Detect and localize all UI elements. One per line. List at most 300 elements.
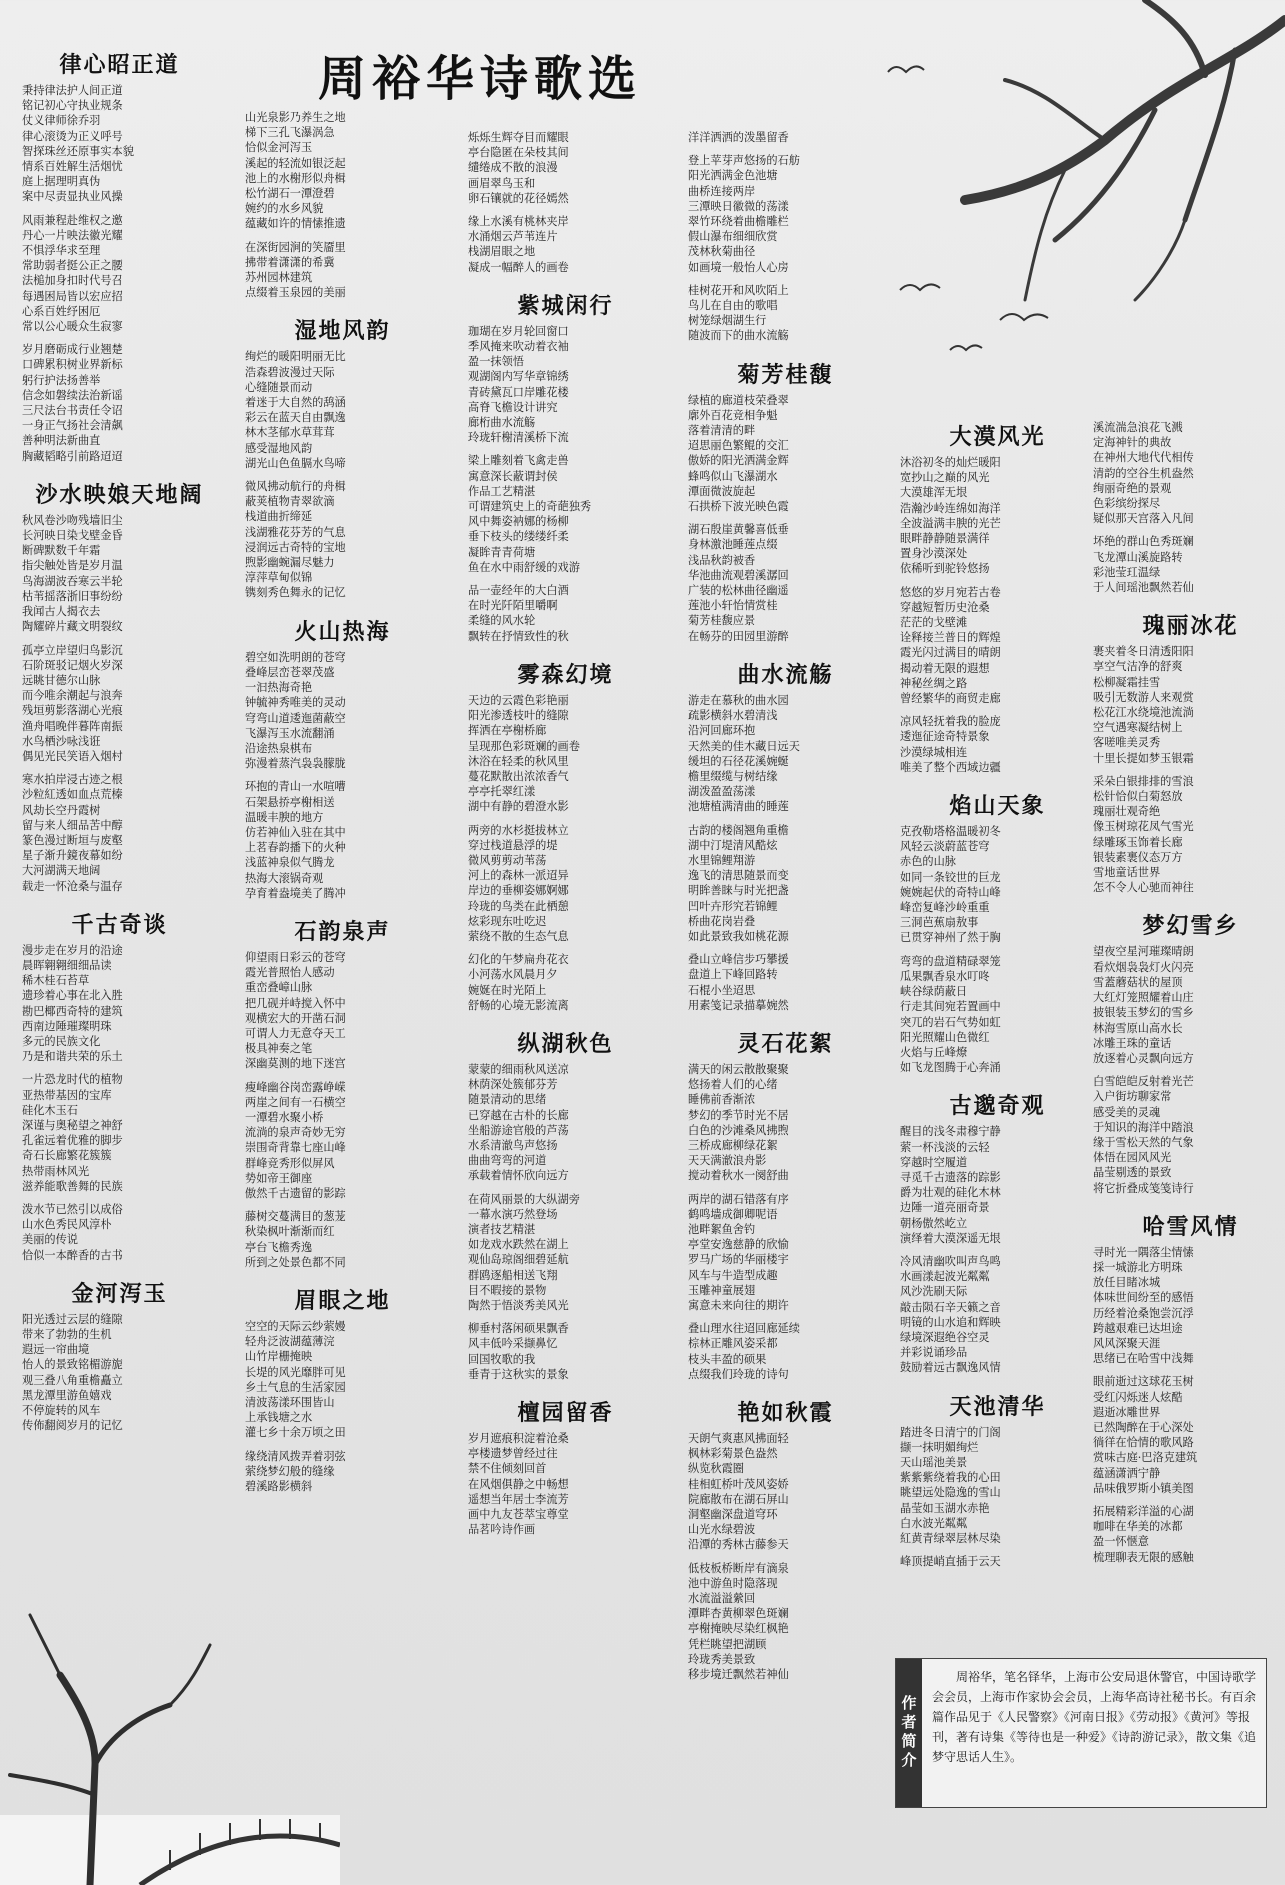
poem-line: 沙漠绿城相连 bbox=[900, 745, 968, 759]
poem-stanza bbox=[468, 952, 663, 1013]
poem-line: 勘巴椰西奇特的建筑 bbox=[22, 1004, 123, 1018]
poem-line: 玲珑的鸟类在此栖憩 bbox=[468, 899, 569, 913]
poem-line: 乡土气息的生活家园 bbox=[245, 1380, 346, 1394]
poem-line: 镌刻秀色舞永的记忆 bbox=[245, 586, 346, 600]
poem-line: 可谓建筑史上的奇葩独秀 bbox=[468, 500, 592, 514]
poem-line: 一片恐龙时代的植物 bbox=[22, 1073, 123, 1087]
poem-stanza bbox=[1093, 534, 1285, 595]
poem-line: 留与来人细品苦中醇 bbox=[22, 818, 123, 832]
poem-line: 风中舞姿衲娜的杨柳 bbox=[468, 515, 569, 529]
poem-title: 石韵泉声 bbox=[294, 919, 391, 945]
poem-line: 缱绻成不散的浪漫 bbox=[468, 161, 558, 175]
poem-line: 蔽荚植物青翠欲滴 bbox=[245, 495, 335, 509]
poem-stanza bbox=[900, 824, 1095, 946]
poem-line: 已然陶醉在于心深处 bbox=[1093, 1420, 1194, 1434]
poem-stanza bbox=[688, 823, 883, 945]
poem-line: 泼水节已然引以成俗 bbox=[22, 1203, 123, 1216]
poem-line: 湖石殷崖黄馨喜低垂 bbox=[688, 523, 789, 537]
poem-line: 已贯穿神州了然于胸 bbox=[900, 931, 1001, 945]
poem-line: 迢思丽色繁鲲的交汇 bbox=[688, 439, 789, 453]
poem-line: 长堤的风光靡胖可见 bbox=[245, 1365, 346, 1379]
poem-line: 呈现那色彩斑斓的画卷 bbox=[468, 739, 580, 753]
poem-line: 微风剪剪动苇荡 bbox=[468, 853, 547, 867]
poem-line: 清波荡漾环围皆山 bbox=[245, 1396, 335, 1410]
poem-line: 松柳凝霜挂雪 bbox=[1093, 675, 1161, 689]
poem-stanza bbox=[245, 110, 440, 232]
poem-line: 假山瀑布细细欣赏 bbox=[688, 230, 778, 244]
poem-line: 峰顶提峭直插于云天 bbox=[900, 1555, 1001, 1569]
poem-line: 叠山理水往迢回廊延续 bbox=[688, 1322, 800, 1336]
poem-line: 枫林彩菊景色盎然 bbox=[688, 1447, 778, 1461]
poem-line: 茂林秋菊曲径 bbox=[688, 245, 756, 259]
poem-line: 怡人的景致铭楣游旎 bbox=[22, 1358, 123, 1372]
poem-stanza bbox=[1093, 420, 1285, 526]
poem-line: 上承钱塘之水 bbox=[245, 1411, 313, 1425]
poem-line: 银装素裹仪态万方 bbox=[1093, 850, 1183, 864]
poem bbox=[245, 1284, 440, 1494]
poem-stanza bbox=[468, 130, 663, 206]
bird-icon bbox=[886, 56, 926, 86]
poem-line: 如龙戏水跌然在湖上 bbox=[468, 1238, 569, 1252]
poem-line: 仿若神仙入驻在其中 bbox=[245, 825, 346, 839]
poem bbox=[468, 1396, 663, 1537]
poem-column bbox=[900, 420, 1095, 1583]
poem-line: 风沙洗刷天际 bbox=[900, 1285, 968, 1299]
poem-line: 灌七乡十余万顷之田 bbox=[245, 1426, 346, 1440]
poem bbox=[22, 478, 217, 894]
poem-line: 绿境深遐绝谷空灵 bbox=[900, 1330, 990, 1344]
poem-line: 阳光渗透枝叶的缝隙 bbox=[468, 709, 569, 723]
poem-line: 踏进冬日清宁的门阁 bbox=[900, 1425, 1001, 1439]
poem-line: 吸引无数游人来观赏 bbox=[1093, 690, 1194, 704]
poem-line: 三潭映日徽微的荡漾 bbox=[688, 199, 789, 213]
poem-line: 点缀我们玲珑的诗句 bbox=[688, 1367, 789, 1381]
poem-line: 随波而下的曲水流觞 bbox=[688, 329, 789, 343]
poem-line: 流淌的泉声奇妙无穷 bbox=[245, 1126, 346, 1140]
poem-line: 梳理聊表无限的感触 bbox=[1093, 1550, 1194, 1564]
poem-stanza bbox=[1093, 1074, 1285, 1196]
poem-stanza bbox=[468, 1192, 663, 1314]
poem-line: 法槌加身扣时代号召 bbox=[22, 274, 123, 288]
poem-line: 枝头丰盈的硕果 bbox=[688, 1352, 767, 1366]
poem-line: 坐船游途官般的芦荡 bbox=[468, 1123, 569, 1137]
poem-line: 受红闪烁迷人炫酷 bbox=[1093, 1390, 1183, 1404]
poem-line: 感受美的灵魂 bbox=[1093, 1105, 1161, 1119]
poem-line: 观横宏大的开凿石洞 bbox=[245, 1011, 346, 1025]
poem-line: 鹤鸣墙成御卿呢语 bbox=[688, 1207, 778, 1221]
poem-line: 一潭碧水聚小桥 bbox=[245, 1110, 324, 1124]
poem-column bbox=[245, 110, 440, 1508]
poem-line: 池畔絮鱼舍钓 bbox=[688, 1222, 756, 1236]
poem-line: 潭畔杏黄柳翠色斑斓 bbox=[688, 1607, 789, 1621]
poem-line: 漫步走在岁月的沿途 bbox=[22, 943, 123, 957]
poem-title: 沙水映娘天地阔 bbox=[35, 482, 204, 508]
poem-title: 湿地风韵 bbox=[294, 319, 391, 345]
poem-line: 两岸的湖石错落有序 bbox=[688, 1192, 789, 1206]
poem-line: 赏味古庭·巴洛克建筑 bbox=[1093, 1451, 1198, 1465]
poem-line: 并彩说诵珍品 bbox=[900, 1346, 968, 1360]
poem-line: 缓坦的石径花溪婉蜒 bbox=[688, 754, 789, 768]
poem-line: 岁月磨砺成行业翘楚 bbox=[22, 343, 123, 357]
poem-line: 鱼在水中雨舒缓的戏游 bbox=[468, 560, 580, 574]
poem-line: 像玉树琼花凤气雪光 bbox=[1093, 820, 1194, 834]
poem-line: 铭记初心守执业规条 bbox=[22, 99, 123, 113]
poem-line: 已穿越在古朴的长廊 bbox=[468, 1108, 569, 1122]
poem-stanza bbox=[1093, 944, 1285, 1066]
poem-line: 如此景致我如桃花源 bbox=[688, 929, 789, 943]
poem-line: 山光水绿碧波 bbox=[688, 1523, 756, 1537]
poem-column bbox=[688, 130, 883, 1696]
poem-line: 秉持律法护人间正道 bbox=[22, 84, 123, 97]
poem-line: 穹弯山道逶迤菌蔽空 bbox=[245, 711, 346, 725]
poem-line: 画中九友苍萃宝尊堂 bbox=[468, 1508, 569, 1522]
poem bbox=[468, 289, 663, 644]
poem-line: 雪蓋蘑菇状的屋顶 bbox=[1093, 975, 1183, 989]
poem-line: 悠悠的岁月宛若古卷 bbox=[900, 585, 1001, 599]
poem-line: 在风烟俱静之中畅想 bbox=[468, 1477, 569, 1491]
poem-stanza bbox=[468, 324, 663, 446]
poem-line: 亭亭托翠红漾 bbox=[468, 785, 536, 799]
flying-birds-illustration bbox=[880, 260, 1080, 380]
poem-line: 松花江水绕境池流淌 bbox=[1093, 706, 1194, 720]
poem-line: 断碑默数千年霜 bbox=[22, 544, 101, 558]
poem-line: 晨晖翱翱细细品读 bbox=[22, 958, 112, 972]
poem-stanza bbox=[688, 130, 883, 145]
poem-line: 梁上雕刻着飞禽走兽 bbox=[468, 454, 569, 468]
poem-line: 萦绕梦幻般的缝缘 bbox=[245, 1464, 335, 1478]
poem-line: 作品工艺精湛 bbox=[468, 484, 536, 498]
poem-line: 天山瑶池美景 bbox=[900, 1455, 968, 1469]
poem-line: 亭台飞檐秀逸 bbox=[245, 1240, 313, 1254]
poem-line: 萦一杯浅淡的云轻 bbox=[900, 1140, 990, 1154]
poem-line: 雪地童话世界 bbox=[1093, 866, 1161, 880]
poem-line: 陶耀碎片藏文明裂纹 bbox=[22, 620, 123, 634]
poem-line: 冰雕王珠的童话 bbox=[1093, 1036, 1172, 1050]
poem-line: 看炊烟袅袅灯火闪亮 bbox=[1093, 960, 1194, 974]
poem-line: 水里锦鲤翔游 bbox=[688, 853, 756, 867]
poem-line: 潭面微波旋起 bbox=[688, 484, 756, 498]
poem-stanza bbox=[900, 1124, 1095, 1246]
poem-line: 躬行护法扬善举 bbox=[22, 373, 101, 387]
poem-line: 多元的民族文化 bbox=[22, 1034, 101, 1048]
poem-line: 水鸟栖沙咏浅诳 bbox=[22, 734, 101, 748]
poem-line: 传佈翻阅岁月的记忆 bbox=[22, 1419, 123, 1433]
poem bbox=[688, 1396, 883, 1682]
poem-stanza bbox=[1093, 1374, 1285, 1496]
poem-stanza bbox=[22, 772, 217, 894]
poem-stanza bbox=[468, 1431, 663, 1537]
poem-line: 拓展精彩洋溢的心湖 bbox=[1093, 1504, 1194, 1518]
poem-line: 天边的云霞色彩艳丽 bbox=[468, 693, 569, 707]
poem-stanza bbox=[22, 943, 217, 1065]
poem-stanza bbox=[900, 585, 1095, 707]
poem-line: 石架悬挢亭榭相送 bbox=[245, 795, 335, 809]
poem-line: 瘦峰幽谷岗峦露峥嵘 bbox=[245, 1080, 346, 1094]
poem-stanza bbox=[688, 522, 883, 644]
poem-line: 寓意未来向往的期许 bbox=[688, 1299, 789, 1312]
poem-line: 桂树花开和风吹陌上 bbox=[688, 283, 789, 297]
poem-line: 体味世间纷至的感悟 bbox=[1093, 1291, 1194, 1305]
poem-line: 碧空如洗明朗的苍穹 bbox=[245, 650, 346, 664]
poem-line: 白水波光粼粼 bbox=[900, 1516, 968, 1530]
poem-line: 寻时光一隅落尘情愫 bbox=[1093, 1245, 1194, 1259]
poem-line: 沙粒紅透如血点荒榛 bbox=[22, 788, 123, 802]
poem-line: 栈湖眉眼之地 bbox=[468, 245, 536, 259]
poem-line: 孕育着盎境美了腾冲 bbox=[245, 886, 346, 900]
poem-line: 凝眸青青荷塘 bbox=[468, 545, 536, 559]
poem-line: 放逐着心灵飘向远方 bbox=[1093, 1051, 1194, 1065]
poem-line: 风车与牛造型成趣 bbox=[688, 1268, 778, 1282]
poem-stanza bbox=[22, 342, 217, 464]
poem-line: 挥洒在亭榭桥廊 bbox=[468, 724, 547, 738]
poem-line: 轻舟泛波湖蕴薄浣 bbox=[245, 1335, 335, 1349]
poem-line: 缘上水溪有桃林夹岸 bbox=[468, 215, 569, 229]
poem-line: 彩池莹玒温绿 bbox=[1093, 565, 1161, 579]
poem-line: 秋风卷沙吻残墙旧尘 bbox=[22, 513, 123, 527]
poem-line: 仗义律师徐乔羽 bbox=[22, 114, 101, 128]
page-title: 周裕华诗歌选 bbox=[318, 51, 643, 107]
poem-stanza bbox=[22, 1312, 217, 1434]
poem bbox=[688, 1027, 883, 1382]
poem-line: 河上的森林一派迢异 bbox=[468, 869, 569, 883]
poem-line: 弥漫着蒸汽袅袅朦胧 bbox=[245, 757, 346, 771]
poem-line: 三洞芭蕉扇敖事 bbox=[900, 916, 979, 930]
poem-line: 胸藏韬略引前路迢迢 bbox=[22, 449, 123, 463]
poem bbox=[468, 130, 663, 275]
poem-stanza bbox=[22, 1202, 217, 1263]
poem-line: 茫茫的戈壁滩 bbox=[900, 616, 968, 630]
poem-line: 律心滚烫为正义呼号 bbox=[22, 129, 123, 143]
poem-line: 我闻古人揭衣去 bbox=[22, 605, 101, 619]
poem-line: 恰似金河泻玉 bbox=[245, 141, 313, 155]
poem-line: 洞壑幽深盘道穹环 bbox=[688, 1508, 778, 1522]
poem-line: 神秘丝绸之路 bbox=[900, 676, 968, 690]
poem-line: 环抱的青山一水喧嘈 bbox=[245, 780, 346, 794]
poem-stanza bbox=[900, 714, 1095, 775]
poem-line: 钟毓神秀唯美的灵动 bbox=[245, 696, 346, 710]
poem-stanza bbox=[688, 1431, 883, 1553]
poem-line: 滋养能歌善舞的民族 bbox=[22, 1179, 123, 1193]
poem-line: 置身沙漠深处 bbox=[900, 547, 968, 561]
poem-line: 案中尽责显执业风操 bbox=[22, 190, 123, 204]
poem-line: 品味俄罗斯小镇美图 bbox=[1093, 1481, 1194, 1495]
poem-line: 眼前逝过这球花玉树 bbox=[1093, 1375, 1194, 1389]
poem-line: 不停旋转的风车 bbox=[22, 1404, 101, 1418]
author-bio-text: 周裕华，笔名铎华，上海市公安局退休警官，中国诗歌学会会员，上海市作家协会会员，上海华高诗社秘书长。有百余篇作品见于《人民警察》《河南日报》《劳动报》《黄河》等报刊，著有诗集《等待也是一种爱》《诗韵游记录》，散文集《追梦守思话人生》。 bbox=[932, 1670, 1257, 1764]
poem-line: 长河映日染戈壁金昏 bbox=[22, 529, 123, 543]
poem-line: 重峦叠嶂山脉 bbox=[245, 981, 313, 995]
poem-line: 上茗春韵播下的火种 bbox=[245, 841, 346, 855]
poem-title: 眉眼之地 bbox=[294, 1289, 391, 1314]
poem-line: 陶然于悟淡秀美风光 bbox=[468, 1299, 569, 1312]
poem-line: 垂下枝头的缕缕纤柔 bbox=[468, 530, 569, 544]
poem-line: 怎不令人心驰而神往 bbox=[1093, 881, 1194, 895]
poem-stanza bbox=[688, 283, 883, 344]
poem-line: 寻觅千古遗落的踪影 bbox=[900, 1170, 1001, 1184]
poem-line: 拂带着潇潇的希冀 bbox=[245, 255, 335, 269]
poem-line: 常以公心暖众生寂寥 bbox=[22, 320, 123, 334]
poem-line: 边陲一道亮丽奇景 bbox=[900, 1201, 990, 1215]
poem-line: 观三叠八角重檐矗立 bbox=[22, 1373, 123, 1387]
poem-line: 微风拂动航行的舟楫 bbox=[245, 480, 346, 494]
poem-line: 池中游鱼时隐落现 bbox=[688, 1576, 778, 1590]
poem-line: 空气遇寒凝结树上 bbox=[1093, 721, 1183, 735]
poem-line: 遗珍着心事在北入胜 bbox=[22, 989, 123, 1003]
poem-stanza bbox=[688, 1561, 883, 1683]
poem-line: 卵石镶就的花径嫣然 bbox=[468, 191, 569, 205]
poem-line: 蔓花默散出浓浓香气 bbox=[468, 769, 569, 783]
poem-line: 缘绕清风拨弄着羽弦 bbox=[245, 1449, 346, 1463]
poem-stanza bbox=[900, 1425, 1095, 1547]
poem-stanza bbox=[1093, 644, 1285, 766]
poem-line: 美丽的传说 bbox=[22, 1233, 78, 1247]
poem-line: 跨越艰难已达坦途 bbox=[1093, 1321, 1183, 1335]
poem-line: 群峰竞秀形似屏风 bbox=[245, 1156, 335, 1170]
poem-title: 灵石花絮 bbox=[737, 1031, 834, 1057]
poem-line: 瓜果飘香泉水叮咚 bbox=[900, 969, 990, 983]
poem-line: 纵览秋霞圈 bbox=[688, 1462, 744, 1476]
poem-line: 信念如磐续法治新谣 bbox=[22, 388, 123, 402]
poem-line: 棕林正雕风姿采都 bbox=[688, 1337, 778, 1351]
poem-line: 在荷风丽景的大纵湖旁 bbox=[468, 1192, 580, 1206]
poem-line: 幻化的午梦扁舟花衣 bbox=[468, 953, 569, 967]
poem-line: 感受湿地风韵 bbox=[245, 441, 313, 455]
poem-line: 所到之处景色都不同 bbox=[245, 1255, 346, 1269]
poem-line: 落着清清的畔 bbox=[688, 424, 756, 438]
poem-line: 烁烁生辉夺目而耀眼 bbox=[468, 131, 569, 144]
poem-line: 阳光透过云层的缝隙 bbox=[22, 1312, 123, 1326]
poem bbox=[468, 658, 663, 1013]
poem-line: 弯弯的盘道精碌翠笼 bbox=[900, 954, 1001, 968]
poem-line: 湖中有静的碧澄水影 bbox=[468, 800, 569, 814]
poem-stanza bbox=[688, 693, 883, 815]
poem-line: 在畅芬的田园里游醉 bbox=[688, 629, 789, 643]
poem-line: 禁不住倾刻回首 bbox=[468, 1462, 547, 1476]
poem-line: 蕴涵潇洒宁静 bbox=[1093, 1466, 1161, 1480]
poem-line: 峰峦复峰沙岭重重 bbox=[900, 901, 990, 915]
poem bbox=[22, 48, 217, 464]
poem bbox=[900, 789, 1095, 1075]
poem-line: 沐浴在轻柔的秋风里 bbox=[468, 754, 569, 768]
poem-line: 奇石长廊繁花簇簇 bbox=[22, 1149, 112, 1163]
poem-title: 雾森幻境 bbox=[517, 662, 614, 688]
poem-line: 林木茎郁水草茸茸 bbox=[245, 426, 335, 440]
poem-line: 醒目的浅冬肃穆宁静 bbox=[900, 1125, 1001, 1139]
poem-line: 桂相虹桥叶茂风姿娇 bbox=[688, 1477, 789, 1491]
poem-line: 山光泉影乃养生之地 bbox=[245, 111, 346, 124]
poem-line: 两旁的水杉挺拔林立 bbox=[468, 823, 569, 837]
poem-line: 浸润远古奇特的宝地 bbox=[245, 540, 346, 554]
poem-line: 眼畔静静随景满徉 bbox=[900, 532, 990, 546]
poem-stanza bbox=[22, 213, 217, 335]
poem-stanza bbox=[468, 693, 663, 815]
poem-line: 撷一抹明媚绚烂 bbox=[900, 1440, 979, 1454]
poem-line: 清韵的空谷生机盎然 bbox=[1093, 466, 1194, 480]
poem-line: 湖光山色鱼膈水鸟啼 bbox=[245, 456, 346, 470]
poem bbox=[245, 110, 440, 300]
poem-stanza bbox=[468, 1062, 663, 1184]
poem-line: 风雨兼程赴维权之邀 bbox=[22, 213, 123, 227]
poem-line: 院廊散布在湖石屏山 bbox=[688, 1492, 789, 1506]
poem-line: 偶见光民笑语入烟村 bbox=[22, 749, 123, 763]
poem-line: 享空气洁净的舒爽 bbox=[1093, 660, 1183, 674]
poem-line: 穿越短暂历史沧桑 bbox=[900, 600, 990, 614]
poem-line: 炫彩现东吐吃迟 bbox=[468, 914, 547, 928]
poem-line: 亭榭掩映尽染红枫艳 bbox=[688, 1622, 789, 1636]
poem-stanza bbox=[900, 1554, 1095, 1569]
poem-line: 亚热带基因的宝库 bbox=[22, 1088, 112, 1102]
poem-line: 残垣剪影落湖心光痕 bbox=[22, 704, 123, 718]
poem-line: 坏绝的群山色秀斑斓 bbox=[1093, 535, 1194, 549]
poem-line: 水流溢溢縈回 bbox=[688, 1592, 756, 1606]
poem-stanza bbox=[245, 349, 440, 471]
poem-line: 庭上据理明真伪 bbox=[22, 175, 101, 189]
poem-line: 洋洋洒洒的泼墨留香 bbox=[688, 131, 789, 144]
poem-line: 珈瑚在岁月轮回窗口 bbox=[468, 324, 569, 338]
poem-line: 瑰丽壮观奇绝 bbox=[1093, 805, 1161, 819]
poem-line: 崇围奇背靠七座山峰 bbox=[245, 1141, 346, 1155]
poem-line: 浩森碧波漫过天际 bbox=[245, 365, 335, 379]
poem-line: 穿过栈道悬浮的堤 bbox=[468, 838, 558, 852]
poem-stanza bbox=[900, 455, 1095, 577]
poem bbox=[900, 420, 1095, 775]
poem-line: 逶迤征途奇特景象 bbox=[900, 730, 990, 744]
poem-line: 画眉翠鸟玉和 bbox=[468, 176, 536, 190]
poem-line: 空空的天际云纱萦嫚 bbox=[245, 1320, 346, 1333]
poem-line: 翠竹环绕着曲檐雕栏 bbox=[688, 215, 789, 229]
poem-line: 石拱桥下波光映色霞 bbox=[688, 500, 789, 514]
poem-line: 晶莹如玉湖水赤艳 bbox=[900, 1501, 990, 1515]
poem-stanza bbox=[22, 643, 217, 765]
poem-line: 莲池小轩怡情赏桂 bbox=[688, 599, 778, 613]
poem-line: 浩瀚沙岭连绵如海洋 bbox=[900, 501, 1001, 515]
poem-line: 霞光普照怡人感动 bbox=[245, 966, 335, 980]
poem-stanza bbox=[468, 214, 663, 275]
poem-line: 石阶斑驳记烟火岁深 bbox=[22, 658, 123, 672]
poem-line: 飞龙潭山溪旋路转 bbox=[1093, 550, 1183, 564]
poem-line: 不惧浮华求至理 bbox=[22, 244, 101, 258]
poem-line: 用素笺记录描摹婉然 bbox=[688, 998, 789, 1012]
poem-line: 极具神奏之笔 bbox=[245, 1042, 313, 1056]
poem-line: 丹心一片映法徽光耀 bbox=[22, 228, 123, 242]
poem-line: 在时光阡陌里嚼啊 bbox=[468, 599, 558, 613]
poem-stanza bbox=[688, 153, 883, 275]
poem-line: 曾经繁华的商贸走廊 bbox=[900, 692, 1001, 706]
poem-line: 溪起的轻流如银泛起 bbox=[245, 156, 346, 170]
poem-line: 大河湖满天地阔 bbox=[22, 864, 101, 878]
poem-line: 渔舟唱晚伴暮阵南振 bbox=[22, 719, 123, 733]
author-bio-label: 作者简介 bbox=[896, 1659, 922, 1807]
poem-line: 指尖触处皆是岁月温 bbox=[22, 559, 123, 573]
poem-line: 乃是和谐共荣的乐土 bbox=[22, 1050, 123, 1064]
poem-title: 紫城闲行 bbox=[517, 293, 614, 319]
poem-title: 纵湖秋色 bbox=[517, 1031, 614, 1057]
poem-line: 亭台隐匿在朵枝其间 bbox=[468, 146, 569, 160]
poem-stanza bbox=[245, 1319, 440, 1441]
poem-line: 亭堂安逸慈静的欣愉 bbox=[688, 1238, 789, 1252]
poem bbox=[688, 658, 883, 1013]
poem-line: 晶莹剔透的景致 bbox=[1093, 1166, 1172, 1180]
poem-line: 紫紫紫绕着我的心田 bbox=[900, 1471, 1001, 1485]
poem-line: 淳萍草甸似锦 bbox=[245, 571, 313, 585]
poem-line: 盈一怀惬意 bbox=[1093, 1535, 1149, 1549]
poem-line: 曲曲弯弯的河道 bbox=[468, 1154, 547, 1168]
poem-line: 一身正气扬社会清飙 bbox=[22, 419, 123, 433]
poem-line: 咖啡在华美的冰都 bbox=[1093, 1520, 1183, 1534]
poem-line: 风轻云淡蔚蓝苍穹 bbox=[900, 840, 990, 854]
poem-line: 远眺甘德尔山脉 bbox=[22, 673, 101, 687]
poem-line: 叠山立峰信步巧攀援 bbox=[688, 953, 789, 967]
